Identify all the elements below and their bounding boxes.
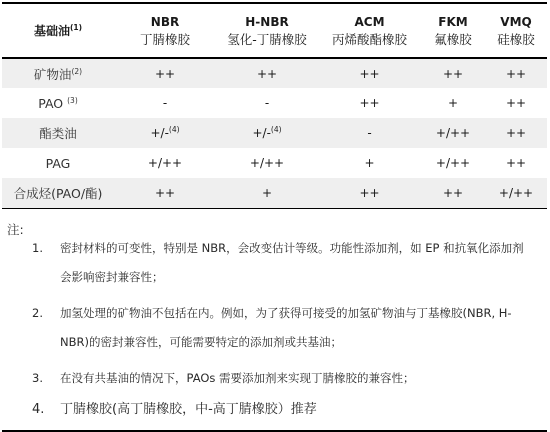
table-cell: ++: [154, 185, 176, 200]
table-cell: -: [264, 96, 270, 110]
note-number: 1.: [32, 241, 43, 255]
note-text: 密封材料的可变性，特别是 NBR，会改变估计等级。功能性添加剂，如 EP 和抗氧化添加剂 会影响密封兼容性；: [60, 241, 524, 284]
header-fkm: FKM 氟橡胶: [434, 14, 472, 47]
table-row: [2, 178, 547, 208]
header-h-nbr: H-NBR 氢化-丁腈橡胶: [227, 14, 307, 47]
note-number: 3.: [32, 371, 43, 385]
header-base-oil: 基础油$^{(1)}$: [33, 22, 83, 38]
table-cell: +/++: [435, 126, 471, 140]
row-label: 合成烃(PAO/酯): [13, 185, 103, 201]
table-cell: +: [364, 156, 375, 170]
table-cell: ++: [442, 185, 464, 200]
row-label: PAG: [45, 155, 71, 171]
table-cell: ++: [505, 96, 527, 110]
table-cell: ++: [442, 66, 464, 81]
table-cell: +/++: [249, 156, 285, 170]
row-label: 酯类油: [39, 126, 77, 141]
table-row: [2, 58, 547, 88]
compatibility-document: [2, 2, 547, 417]
note-text: 在没有共基油的情况下，PAOs 需要添加剂来实现丁腈橡胶的兼容性；: [60, 371, 415, 385]
table-cell: -: [162, 96, 168, 110]
row-label: PAO $^{(3)}$: [38, 95, 78, 111]
note-text: 加氢处理的矿物油不包括在内。例如，为了获得可接受的加氢矿物油与丁基橡胶(NBR, H- NBR)的密封兼容性，可能需要特定的添加剂或共基油；: [60, 306, 512, 349]
note-text: 丁腈橡胶(高丁腈橡胶，中-高丁腈橡胶）推荐: [60, 402, 317, 417]
table-cell: +: [447, 96, 459, 110]
table-cell: ++: [359, 66, 380, 81]
table-cell: ++: [359, 185, 380, 200]
seal-compatibility-table: [2, 2, 547, 209]
table-cell: +/++: [498, 185, 534, 200]
table-cell: ++: [505, 126, 527, 140]
note-number: 4.: [32, 402, 45, 417]
notes-section: [2, 215, 547, 432]
table-cell: ++: [154, 66, 176, 81]
table-cell: +/-$^{(4)}$: [150, 125, 180, 140]
table-row: [2, 148, 547, 178]
header-acm: ACM 丙烯酸酯橡胶: [331, 14, 407, 47]
table-row: [2, 118, 547, 148]
table-cell: +/++: [147, 156, 183, 170]
table-cell: ++: [505, 156, 527, 170]
table-cell: +/-$^{(4)}$: [252, 125, 282, 140]
table-cell: -: [367, 126, 372, 140]
table-cell: ++: [359, 96, 380, 110]
table-cell: ++: [505, 66, 527, 81]
table-cell: +: [261, 185, 273, 200]
notes-title: 注:: [7, 222, 24, 237]
table-cell: ++: [256, 66, 278, 81]
table-header-row: [2, 3, 547, 58]
row-label: 矿物油$^{(2)}$: [33, 66, 83, 82]
table-cell: +/++: [435, 156, 471, 170]
header-nbr: NBR 丁腈橡胶: [139, 14, 190, 47]
note-number: 2.: [32, 306, 43, 320]
table-row: [2, 88, 547, 118]
header-vmq: VMQ 硅橡胶: [497, 14, 535, 47]
